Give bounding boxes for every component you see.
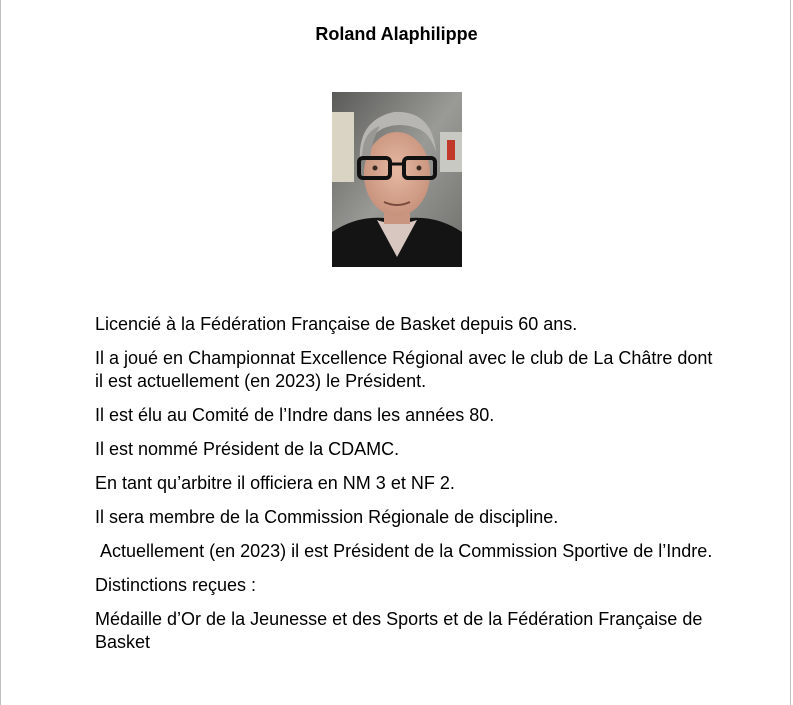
paragraph-commission-discipline: Il sera membre de la Commission Régionale de discipline.: [95, 507, 559, 527]
paragraph-championnat: Il a joué en Championnat Excellence Régional avec le club de La Châtre dont il est actuellement (en 2023) le Président.: [95, 348, 713, 391]
portrait-image: [332, 92, 462, 267]
paragraph-commission-sportive: Actuellement (en 2023) il est Président de la Commission Sportive de l’Indre.: [95, 541, 713, 561]
paragraph-licence: Licencié à la Fédération Française de Basket depuis 60 ans.: [95, 314, 578, 334]
page-title: Roland Alaphilippe: [315, 24, 478, 44]
paragraph-arbitre: En tant qu’arbitre il officiera en NM 3 et NF 2.: [95, 473, 455, 493]
biography-text: [95, 313, 715, 665]
paragraph-distinctions-heading: Distinctions reçues :: [95, 575, 257, 595]
portrait-photo: [332, 92, 462, 267]
paragraph-comite: Il est élu au Comité de l’Indre dans les années 80.: [95, 405, 495, 425]
paragraph-cdamc: Il est nommé Président de la CDAMC.: [95, 439, 400, 459]
paragraph-medaille: Médaille d’Or de la Jeunesse et des Sports et de la Fédération Française de Basket: [95, 609, 703, 652]
